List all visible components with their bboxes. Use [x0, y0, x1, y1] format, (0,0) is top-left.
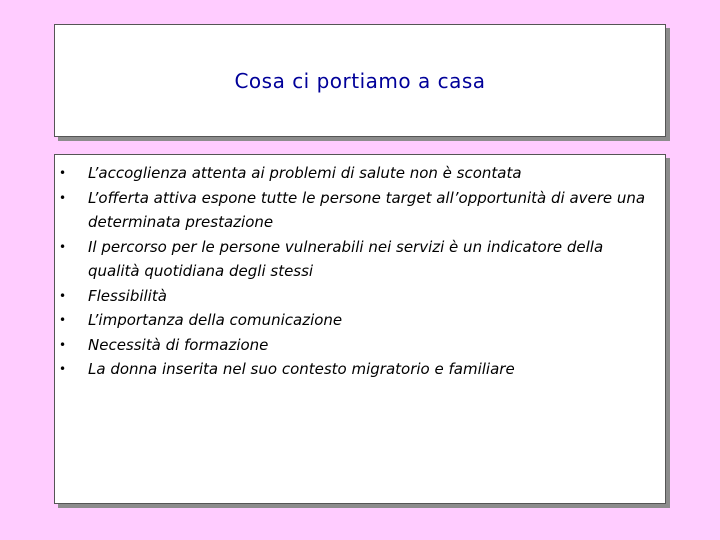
bullet-dot-icon: •	[59, 288, 67, 303]
bullet-item	[55, 186, 659, 235]
title-box	[54, 24, 666, 137]
bullet-item	[55, 333, 659, 358]
bullet-text: L’importanza della comunicazione	[88, 311, 343, 329]
bullet-dot-icon: •	[59, 337, 67, 352]
content-box	[54, 154, 666, 504]
bullet-text: L’accoglienza attenta ai problemi di salute non è scontata	[88, 164, 522, 182]
bullet-text: Flessibilità	[88, 286, 167, 305]
bullet-dot-icon: •	[59, 362, 67, 376]
bullet-text: Il percorso per le persone vulnerabili nei servizi è un indicatore della qualità quotidiana degli stessi	[88, 237, 604, 280]
bullet-text: La donna inserita nel suo contesto migratorio e familiare	[88, 360, 515, 378]
bullet-item	[55, 357, 659, 382]
bullet-item	[55, 284, 659, 309]
bullet-text: L’offerta attiva espone tutte le persone target all’opportunità di avere una determinata prestazione	[88, 188, 646, 231]
bullet-dot-icon: •	[59, 190, 67, 205]
bullet-dot-icon: •	[59, 313, 67, 327]
slide-title: Cosa ci portiamo a casa	[234, 69, 486, 93]
bullet-item	[55, 308, 659, 333]
bullet-dot-icon: •	[59, 239, 67, 254]
bullet-item	[55, 235, 659, 284]
bullet-item	[55, 161, 659, 186]
bullet-dot-icon: •	[59, 166, 67, 180]
bullet-text: Necessità di formazione	[88, 335, 269, 354]
bullet-list	[55, 161, 659, 382]
